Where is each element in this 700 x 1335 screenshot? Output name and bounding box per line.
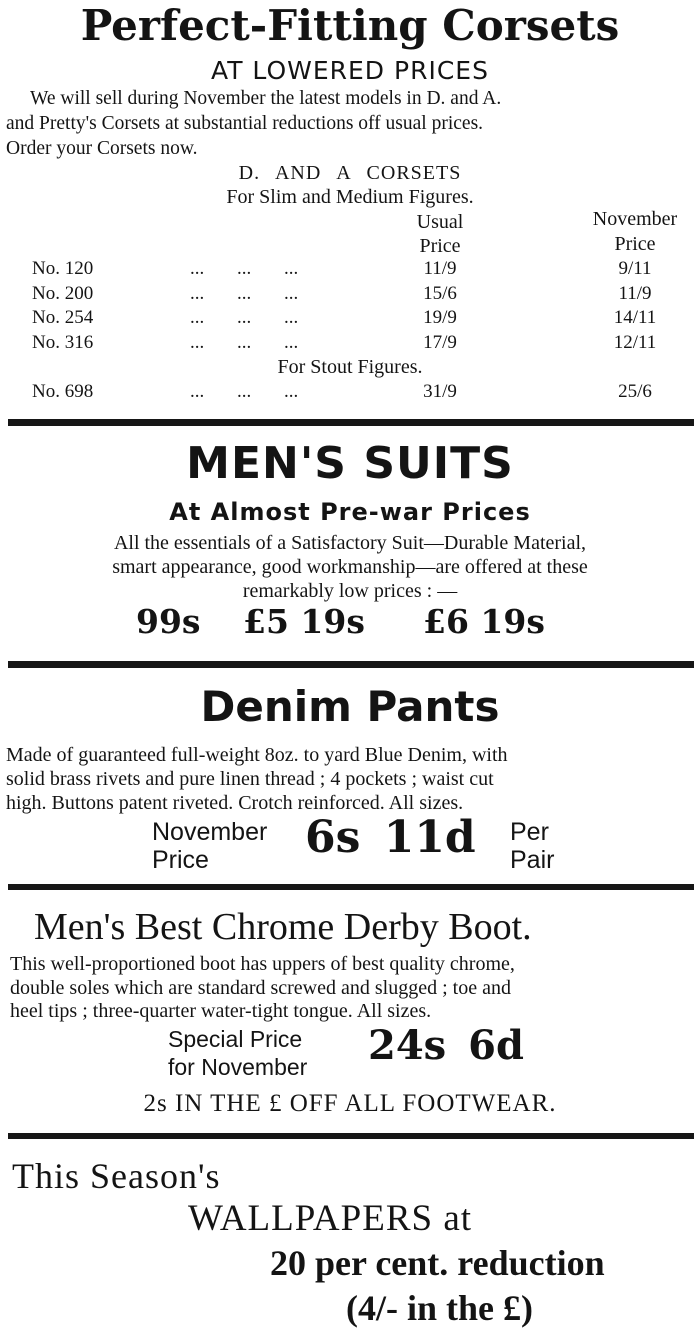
footwear-offer: 2s IN THE £ OFF ALL FOOTWEAR. (143, 1090, 557, 1117)
price-row (0, 307, 700, 332)
model-number: No. 316 (32, 332, 94, 353)
suits-desc-line-3: remarkably low prices : — (242, 580, 458, 602)
suits-price-1: 99s (136, 602, 201, 641)
leader-dots: ... ... ... (190, 283, 299, 304)
corsets-subtitle: AT LOWERED PRICES (211, 56, 489, 85)
corsets-intro-line-3: Order your Corsets now. (6, 138, 198, 159)
denim-desc-line-2: solid brass rivets and pure linen thread ; 4 pockets ; waist cut (6, 768, 494, 790)
denim-price-label-2: Price (152, 846, 209, 874)
leader-dots: ... ... ... (190, 307, 299, 328)
price-row (0, 258, 700, 283)
boots-title: Men's Best Chrome Derby Boot. (34, 906, 532, 948)
november-price-header-1: November (592, 208, 678, 230)
leader-dots: ... ... ... (190, 381, 299, 402)
price-row (0, 283, 700, 308)
leader-dots: ... ... ... (190, 258, 299, 279)
wallpapers-line-1: This Season's (12, 1156, 221, 1196)
corsets-brand-heading: D. AND A CORSETS (238, 162, 462, 184)
suits-subtitle: At Almost Pre-war Prices (169, 498, 531, 526)
price-row (0, 381, 700, 406)
usual-price-header-1: Usual (416, 211, 464, 233)
boots-desc-line-3: heel tips ; three-quarter water-tight tongue. All sizes. (10, 1000, 432, 1022)
suits-desc-line-1: All the essentials of a Satisfactory Suit—Durable Material, (113, 532, 587, 554)
divider (8, 661, 694, 668)
november-price: 25/6 (618, 381, 652, 402)
usual-price: 17/9 (423, 332, 457, 353)
november-price: 14/11 (613, 307, 657, 328)
price-row (0, 332, 700, 357)
boots-desc-line-1: This well-proportioned boot has uppers of best quality chrome, (10, 953, 515, 975)
suits-price-3: £6 19s (423, 602, 545, 641)
corsets-stout-heading: For Stout Figures. (277, 356, 423, 378)
november-price: 11/9 (618, 283, 652, 304)
boots-desc-line-2: double soles which are standard screwed and slugged ; toe and (10, 977, 511, 999)
model-number: No. 200 (32, 283, 94, 304)
denim-price: 6s 11d (305, 812, 476, 863)
model-number: No. 698 (32, 381, 94, 402)
boots-price: 24s 6d (368, 1022, 524, 1069)
corsets-slim-heading: For Slim and Medium Figures. (226, 186, 474, 208)
denim-desc-line-1: Made of guaranteed full-weight 8oz. to yard Blue Denim, with (6, 744, 508, 766)
usual-price: 11/9 (423, 258, 457, 279)
model-number: No. 120 (32, 258, 94, 279)
corsets-intro-line-1: We will sell during November the latest models in D. and A. (30, 88, 502, 109)
suits-title: MEN'S SUITS (186, 438, 514, 489)
usual-price: 19/9 (423, 307, 457, 328)
november-price: 9/11 (618, 258, 652, 279)
corsets-title: Perfect-Fitting Corsets (80, 1, 620, 50)
denim-per-2: Pair (510, 846, 555, 874)
model-number: No. 254 (32, 307, 94, 328)
divider (8, 1133, 694, 1139)
denim-per-1: Per (510, 818, 549, 846)
wallpapers-line-2: WALLPAPERS at (188, 1198, 473, 1239)
denim-price-label-1: November (152, 818, 268, 846)
divider (8, 884, 694, 890)
usual-price: 31/9 (423, 381, 457, 402)
corsets-intro-line-2: and Pretty's Corsets at substantial reductions off usual prices. (6, 113, 484, 134)
wallpapers-line-4: (4/- in the £) (346, 1288, 533, 1328)
suits-price-2: £5 19s (243, 602, 365, 641)
november-price: 12/11 (613, 332, 657, 353)
boots-price-label-1: Special Price (168, 1026, 303, 1052)
denim-title: Denim Pants (200, 682, 500, 731)
divider (8, 419, 694, 426)
november-price-header-2: Price (614, 233, 656, 255)
usual-price: 15/6 (423, 283, 457, 304)
wallpapers-line-3: 20 per cent. reduction (270, 1243, 605, 1283)
denim-desc-line-3: high. Buttons patent riveted. Crotch reinforced. All sizes. (6, 792, 464, 814)
suits-desc-line-2: smart appearance, good workmanship—are offered at these (112, 556, 588, 578)
usual-price-header-2: Price (419, 235, 461, 257)
boots-price-label-2: for November (168, 1054, 308, 1080)
leader-dots: ... ... ... (190, 332, 299, 353)
